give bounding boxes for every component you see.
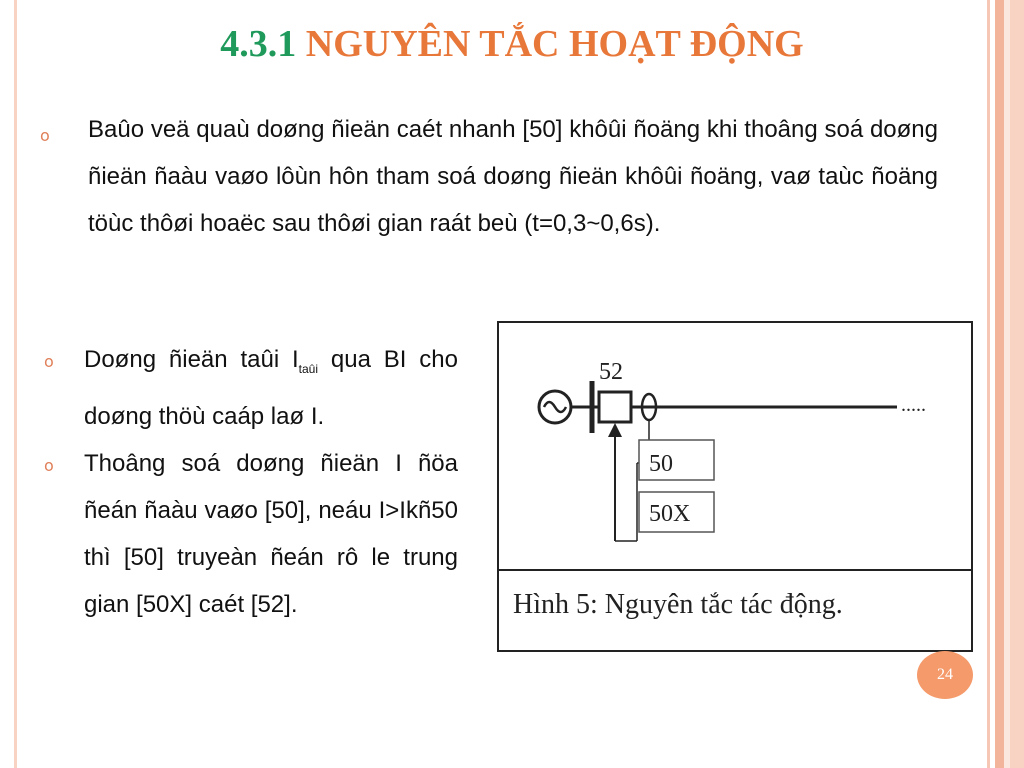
figure-caption: Hình 5: Nguyên tắc tác động. — [513, 589, 843, 620]
protection-diagram — [499, 323, 971, 569]
bullet-text-3: Thoâng soá doøng ñieän I ñöa ñeán ñaàu vaøo [50], neáu I>Ikñ50 thì [50] truyeàn ñeán rô le trung gian [50X] caét [52]. — [84, 450, 458, 618]
left-decor-line — [14, 0, 17, 768]
page-number-badge: 24 — [917, 651, 973, 699]
protection-diagram-figure — [497, 321, 973, 652]
slide-title — [0, 22, 1024, 66]
bullet-text-1: Baûo veä quaù doøng ñieän caét nhanh [50] khôûi ñoäng khi thoâng soá doøng ñieän ñaàu vaøo lôùn hôn tham soá doøng ñieän khôûi ñoäng, vaø taùc ñoäng töùc thôøi hoaëc sau thôøi gian raát beù (t=0,3~0,6s). — [88, 116, 938, 237]
breaker-label: 52 — [599, 359, 623, 385]
title-number: 4.3.1 — [220, 23, 297, 65]
right-decor-stripes — [978, 0, 1024, 768]
bullet-marker: o — [44, 352, 54, 371]
relay-50x-label: 50X — [649, 501, 691, 527]
bullet-text-2: Doøng ñieän taûi $I_{taûi}$ qua BI cho doøng thöù caáp laø I. — [84, 346, 458, 430]
breaker-52 — [599, 392, 631, 422]
bullet-marker: o — [40, 126, 50, 145]
bullet-marker: o — [44, 456, 54, 475]
caption-divider — [499, 569, 971, 571]
continuation-dots: ..... — [901, 394, 926, 416]
title-text: NGUYÊN TẮC HOẠT ĐỘNG — [305, 23, 804, 65]
trip-arrow — [608, 423, 622, 437]
relay-50-label: 50 — [649, 451, 673, 477]
